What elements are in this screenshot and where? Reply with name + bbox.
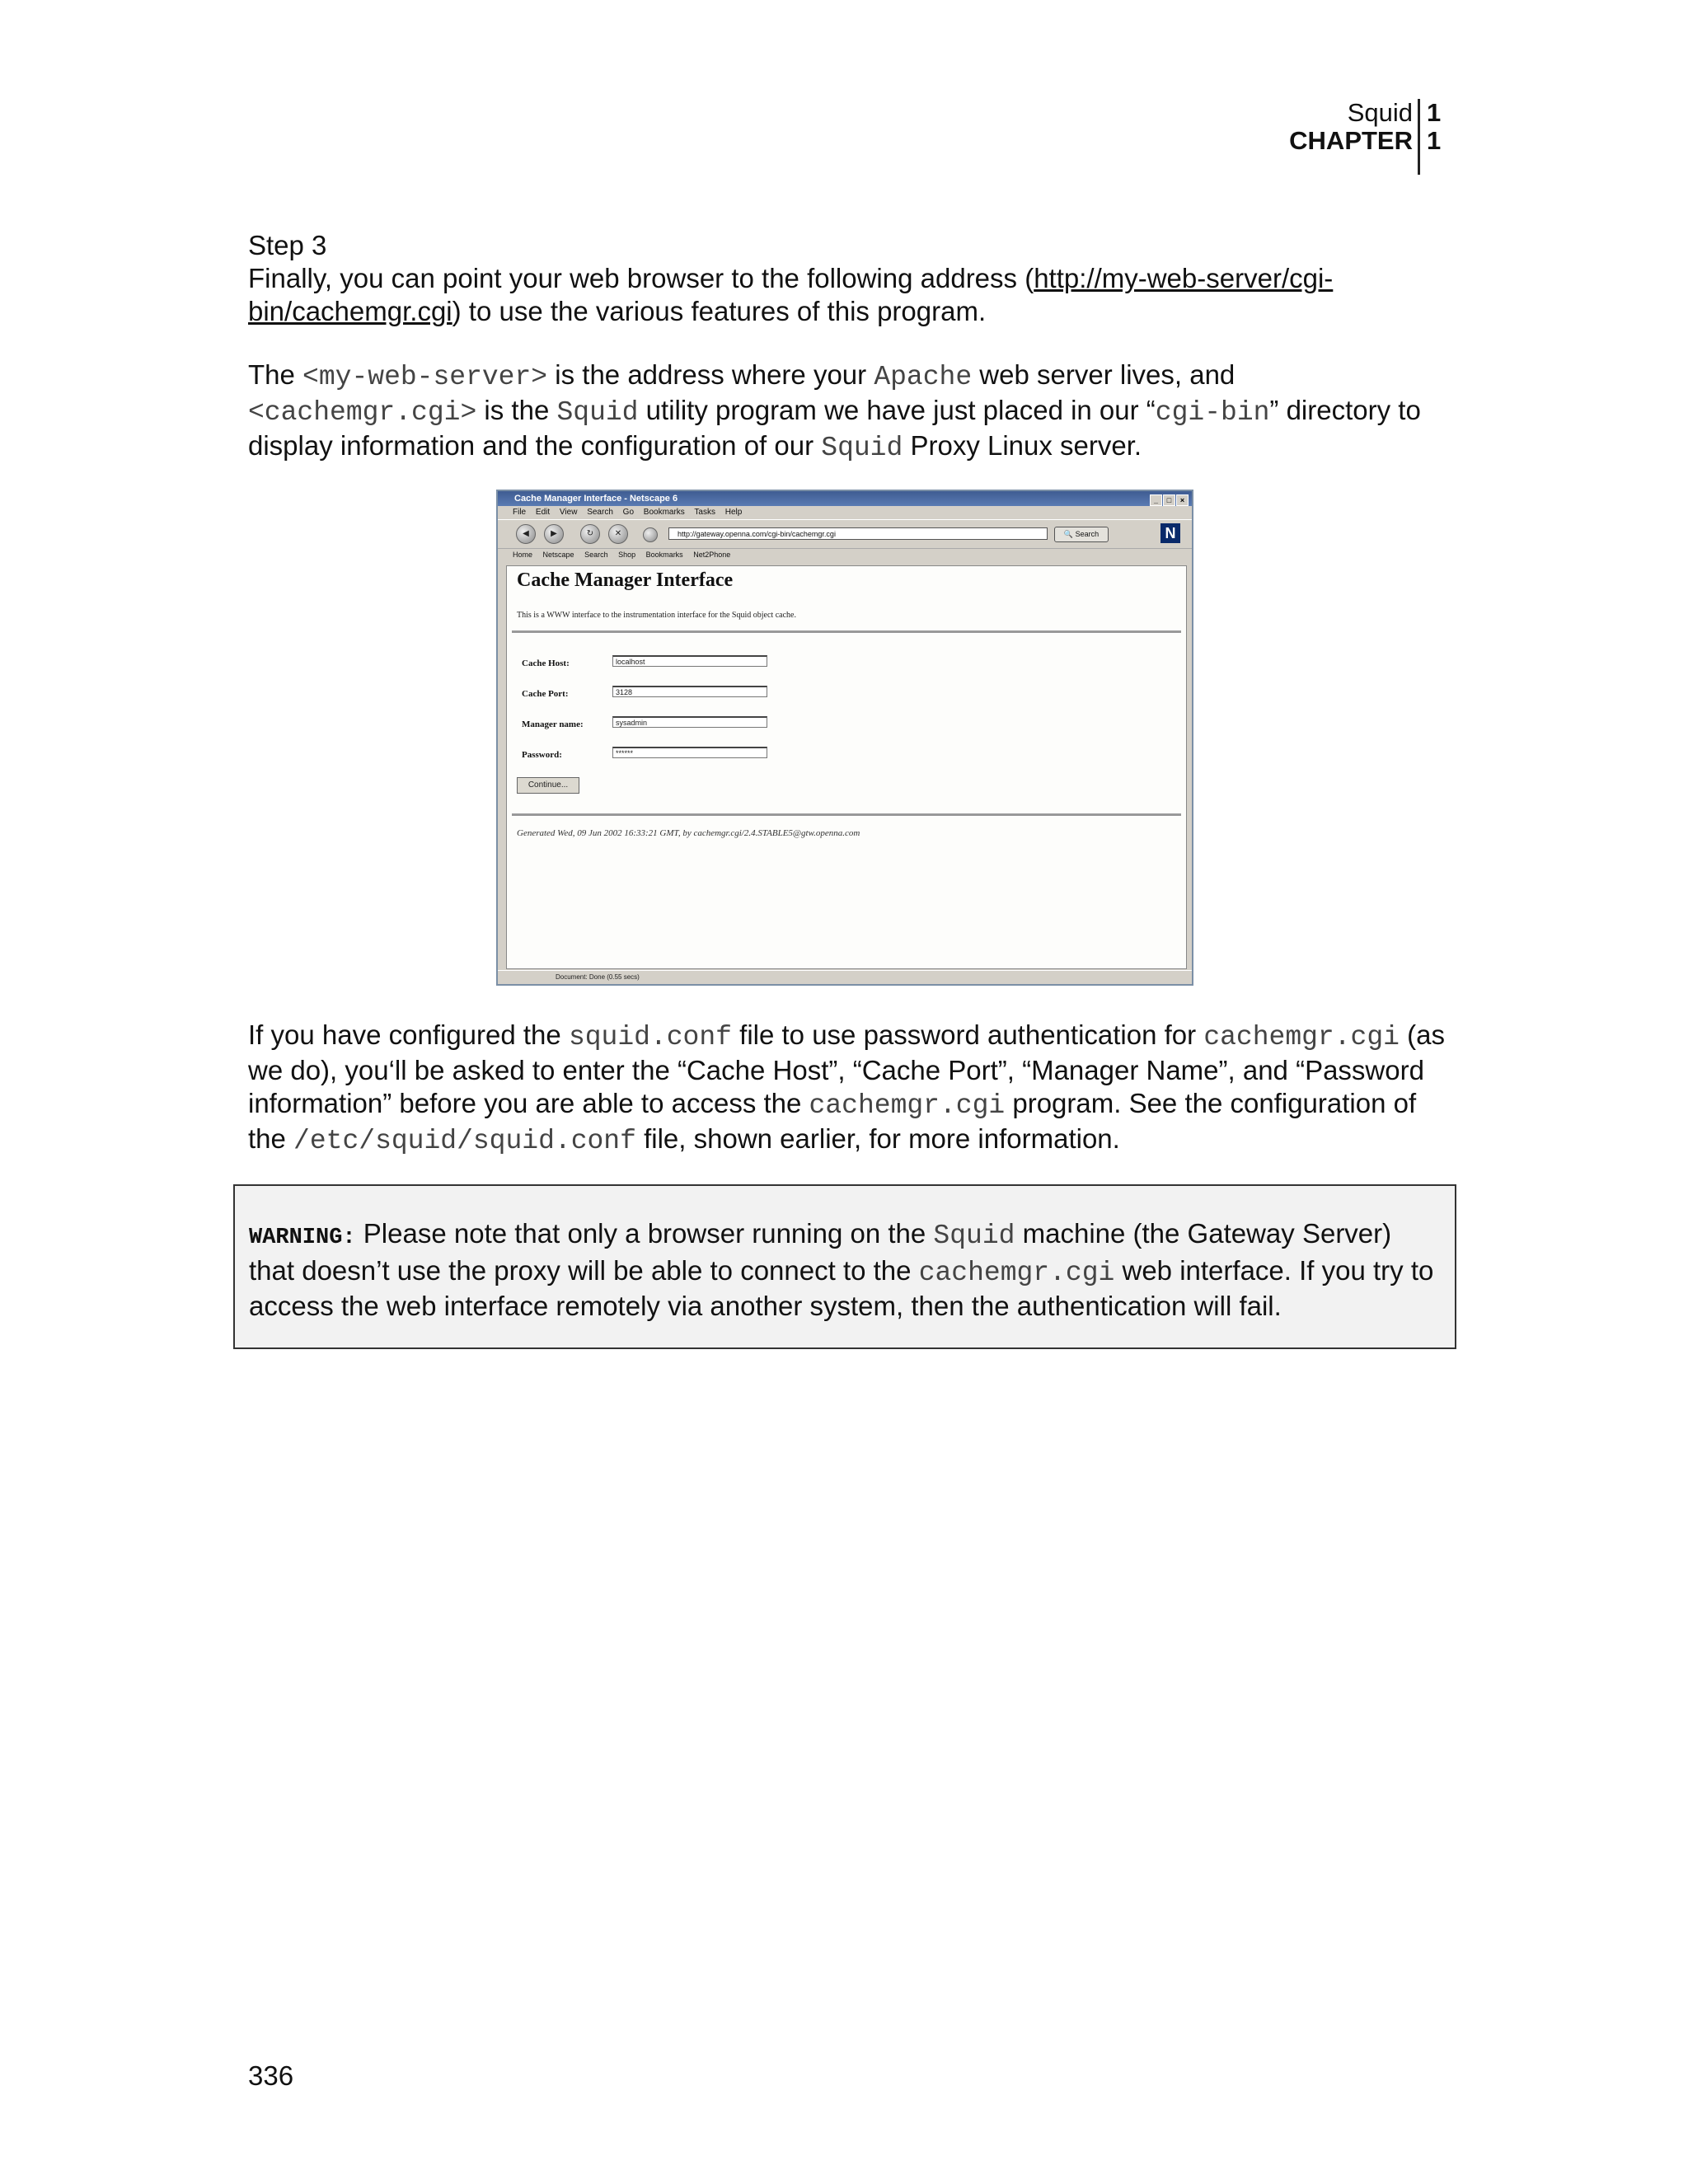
menu-go[interactable]: Go: [622, 508, 635, 517]
menu-view[interactable]: View: [559, 508, 578, 517]
p3-code: cachemgr.cgi: [809, 1090, 1006, 1121]
page-number: 336: [248, 2060, 294, 2091]
page-content: [506, 565, 1187, 969]
p2-code: cgi-bin: [1155, 397, 1270, 428]
cache-port-label: Cache Port:: [522, 689, 569, 699]
search-button-label: Search: [1075, 530, 1100, 538]
warning-text: web interface. If you try to access the web interface remotely via another system, then the authentication will fail.: [249, 1255, 1434, 1321]
p2-text: is the address where your: [547, 359, 874, 390]
warning-text: machine (the Gateway Server) that doesn’t use the proxy will be able to connect to the: [249, 1218, 1392, 1286]
cache-manager-description: This is a WWW interface to the instrumentation interface for the Squid object cache.: [517, 611, 796, 620]
search-button[interactable]: [1054, 527, 1109, 542]
divider: [512, 813, 1181, 817]
p2-code: <cachemgr.cgi>: [248, 397, 477, 428]
p3-text: (as we do), you‘ll be asked to enter the “Cache Host”, “Cache Port”, “Manager Name”, and “Password information” before you are able to access the: [248, 1019, 1445, 1118]
header-titles: [1289, 99, 1413, 155]
paragraph-web-server: [248, 359, 1460, 465]
header-chapter-label: CHAPTER: [1289, 126, 1413, 155]
p2-text: The: [248, 359, 303, 390]
menu-file[interactable]: File: [513, 508, 527, 517]
manager-name-input[interactable]: sysadmin: [612, 716, 767, 728]
p3-code: /etc/squid/squid.conf: [293, 1126, 636, 1156]
bookmarks-toolbar: [498, 548, 1192, 561]
minimize-icon[interactable]: _: [1150, 494, 1162, 506]
header-divider: [1418, 99, 1420, 175]
p2-code: Squid: [556, 397, 639, 428]
step-text-2: ) to use the various features of this program.: [452, 296, 987, 326]
navigation-toolbar: [498, 519, 1192, 548]
cache-port-input[interactable]: 3128: [612, 686, 767, 697]
p2-code: Squid: [821, 433, 903, 463]
p3-code: cachemgr.cgi: [1203, 1022, 1400, 1052]
url-input[interactable]: http://gateway.openna.com/cgi-bin/cachemgr.cgi: [668, 527, 1048, 540]
netscape-logo: N: [1160, 523, 1180, 543]
header-title: Squid: [1347, 98, 1413, 127]
manager-name-label: Manager name:: [522, 719, 584, 729]
back-icon[interactable]: ◀: [516, 524, 536, 544]
search-icon: 🔍: [1063, 530, 1074, 538]
menu-edit[interactable]: Edit: [535, 508, 551, 517]
bookmark-shop[interactable]: Shop: [618, 551, 636, 559]
warning-code: cachemgr.cgi: [918, 1258, 1115, 1288]
window-titlebar: [498, 491, 1192, 506]
p3-text: If you have configured the: [248, 1019, 569, 1050]
bookmark-home[interactable]: Home: [513, 551, 533, 559]
reload-icon[interactable]: ↻: [580, 524, 600, 544]
bookmark-bookmarks[interactable]: Bookmarks: [645, 551, 683, 559]
header-numbers: [1427, 99, 1441, 155]
menu-help[interactable]: Help: [724, 508, 743, 517]
cache-host-label: Cache Host:: [522, 658, 570, 668]
cache-host-input[interactable]: localhost: [612, 655, 767, 667]
warning-tag: WARNING:: [249, 1226, 356, 1250]
continue-button[interactable]: Continue...: [517, 777, 579, 794]
p2-code: Apache: [874, 362, 973, 392]
password-input[interactable]: ******: [612, 747, 767, 758]
step-title: Step 3: [248, 230, 327, 260]
menu-tasks[interactable]: Tasks: [694, 508, 715, 517]
stop-icon[interactable]: ✕: [608, 524, 628, 544]
menu-search[interactable]: Search: [587, 508, 613, 517]
forward-icon[interactable]: ▶: [544, 524, 564, 544]
browser-screenshot-figure: [496, 490, 1193, 986]
maximize-icon[interactable]: □: [1163, 494, 1175, 506]
header-number-2: 1: [1427, 126, 1442, 155]
p2-code: <my-web-server>: [302, 362, 548, 392]
paragraph-authentication: [248, 1019, 1460, 1158]
step-section: [248, 229, 1460, 328]
generated-footer: Generated Wed, 09 Jun 2002 16:33:21 GMT, by cachemgr.cgi/2.4.STABLE5@gtw.openna.com: [517, 828, 860, 838]
cache-manager-heading: Cache Manager Interface: [517, 569, 734, 591]
p2-text: is the: [476, 395, 557, 425]
bookmark-search[interactable]: Search: [584, 551, 608, 559]
chapter-header: [0, 99, 1688, 181]
p3-text: program. See the configuration of the: [248, 1088, 1417, 1154]
p3-code: squid.conf: [568, 1022, 732, 1052]
window-buttons: [1149, 493, 1189, 508]
header-number-1: 1: [1427, 98, 1442, 127]
divider: [512, 630, 1181, 634]
warning-text: Please note that only a browser running on the: [355, 1218, 934, 1249]
warning-code: Squid: [933, 1221, 1015, 1251]
menu-bar: [498, 506, 1192, 519]
bookmark-netscape[interactable]: Netscape: [542, 551, 574, 559]
status-bar: Document: Done (0.55 secs): [498, 970, 1192, 984]
p2-text: Proxy Linux server.: [903, 430, 1142, 461]
step-text-1: Finally, you can point your web browser to the following address (: [248, 263, 1034, 293]
close-icon[interactable]: ×: [1176, 494, 1189, 506]
bookmark-net2phone[interactable]: Net2Phone: [693, 551, 731, 559]
go-icon[interactable]: [643, 527, 658, 542]
window-title: Cache Manager Interface - Netscape 6: [514, 494, 678, 504]
p2-text: ” directory to display information and the configuration of our: [248, 395, 1421, 461]
cachemgr-link[interactable]: http://my-web-server/cgi-bin/cachemgr.cgi: [248, 263, 1334, 326]
menu-bookmarks[interactable]: Bookmarks: [643, 508, 685, 517]
p2-text: utility program we have just placed in our “: [638, 395, 1156, 425]
step-paragraph: [248, 262, 1460, 328]
warning-box: [233, 1184, 1456, 1349]
p3-text: file to use password authentication for: [731, 1019, 1204, 1050]
password-label: Password:: [522, 750, 562, 760]
p2-text: web server lives, and: [972, 359, 1236, 390]
p3-text: file, shown earlier, for more information.: [635, 1123, 1120, 1154]
